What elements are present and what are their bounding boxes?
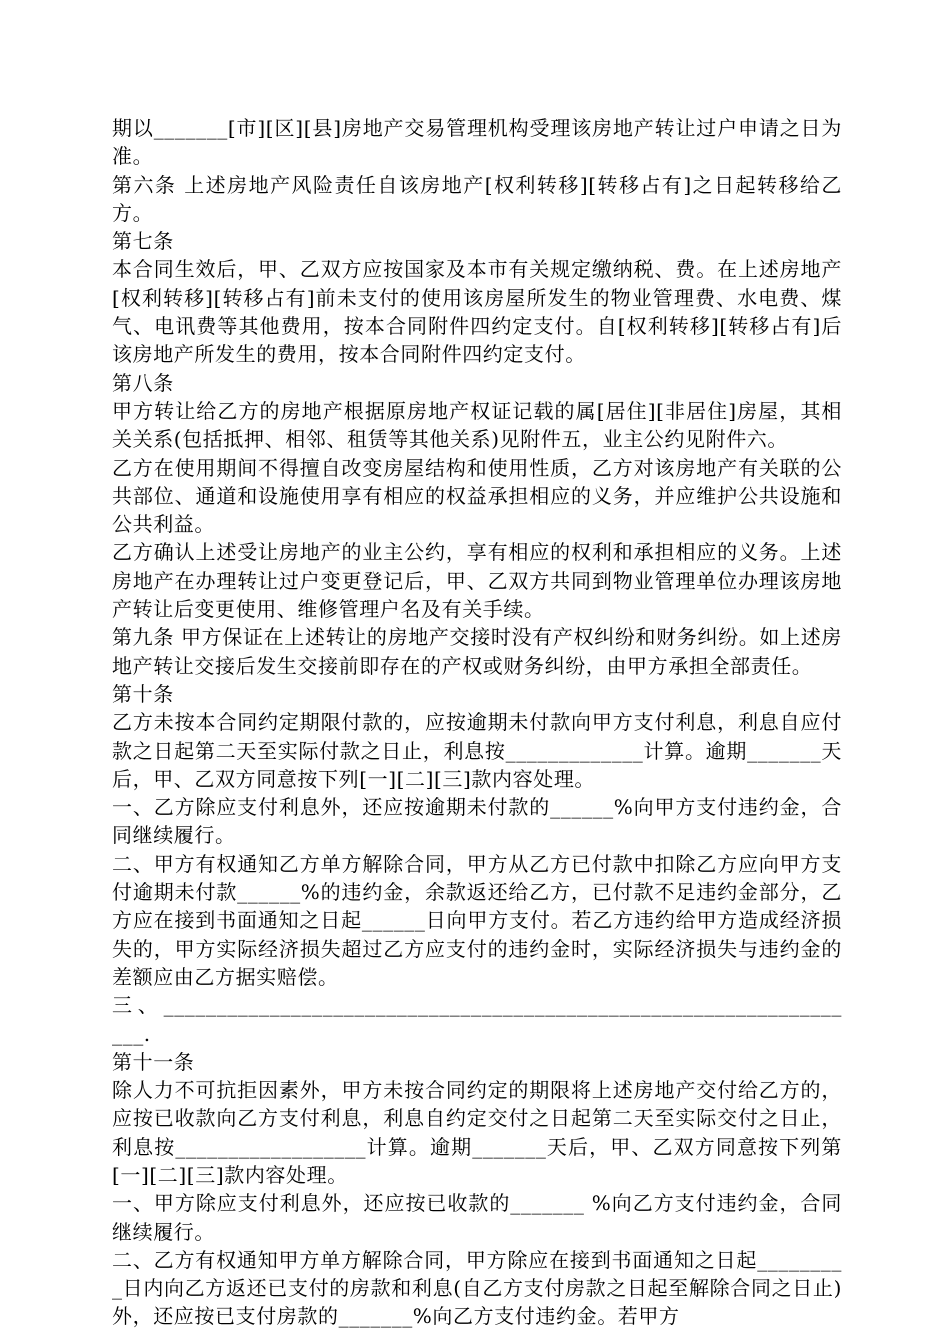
paragraph-article-7-body: 本合同生效后，甲、乙双方应按国家及本市有关规定缴纳税、费。在上述房地产[权利转移][转移占有]前未支付的使用该房屋所发生的物业管理费、水电费、煤气、电讯费等其他费用，按本合同附件四约定支付。自[权利转移][转移占有]后该房地产所发生的费用，按本合同附件四约定支付。 (112, 257, 842, 367)
paragraph-transfer-date: 期以_______[市][区][县]房地产交易管理机构受理该房地产转让过户申请之日为准。 (112, 116, 842, 169)
heading-article-11: 第十一条 (112, 1049, 195, 1074)
paragraph-article-11-clause-1: 一、甲方除应支付利息外，还应按已收款的_______ %向乙方支付违约金，合同继续履行。 (112, 1191, 842, 1244)
heading-article-8: 第八条 (112, 370, 174, 395)
paragraph-article-10-clause-2: 二、甲方有权通知乙方单方解除合同，甲方从乙方已付款中扣除乙方应向甲方支付逾期未付款______%的违约金，余款返还给乙方，已付款不足违约金部分，乙方应在接到书面通知之日起______日向甲方支付。若乙方违约给甲方造成经济损失的，甲方实际经济损失超过乙方应支付的违约金时，实际经济损失与违约金的差额应由乙方据实赔偿。 (112, 851, 842, 989)
paragraph-article-6: 第六条 上述房地产风险责任自该房地产[权利转移][转移占有]之日起转移给乙方。 (112, 172, 842, 225)
paragraph-article-10-body: 乙方未按本合同约定期限付款的，应按逾期未付款向甲方支付利息，利息自应付款之日起第二天至实际付款之日止，利息按_____________计算。逾期_______天后，甲、乙双方同意按下列[一][二][三]款内容处理。 (112, 710, 842, 791)
paragraph-article-8-usage: 乙方在使用期间不得擅自改变房屋结构和使用性质，乙方对该房地产有关联的公共部位、通道和设施使用享有相应的权益承担相应的义务，并应维护公共设施和公共利益。 (112, 455, 842, 537)
paragraph-article-11-body: 除人力不可抗拒因素外，甲方未按合同约定的期限将上述房地产交付给乙方的，应按已收款向乙方支付利息，利息自约定交付之日起第二天至实际交付之日止，利息按__________________计算。逾期_______天后，甲、乙双方同意按下列第[一][二][三]款内容处理。 (112, 1078, 842, 1187)
paragraph-article-10-clause-3: 三、___________________________________________________________________. (112, 993, 842, 1046)
heading-article-10: 第十条 (112, 681, 174, 706)
paragraph-article-10-clause-1: 一、乙方除应支付利息外，还应按逾期未付款的______%向甲方支付违约金，合同继续履行。 (112, 795, 842, 848)
paragraph-article-8-owners-covenant: 乙方确认上述受让房地产的业主公约，享有相应的权利和承担相应的义务。上述房地产在办理转让过户变更登记后，甲、乙双方共同到物业管理单位办理该房地产转让后变更使用、维修管理户名及有关手续。 (112, 540, 842, 622)
heading-article-7: 第七条 (112, 229, 174, 254)
paragraph-article-8-property: 甲方转让给乙方的房地产根据原房地产权证记载的属[居住][非居住]房屋，其相关关系(包括抵押、相邻、租赁等其他关系)见附件五，业主公约见附件六。 (112, 398, 842, 452)
contract-body (112, 114, 842, 1331)
paragraph-article-11-clause-2: 二、乙方有权通知甲方单方解除合同，甲方除应在接到书面通知之日起_________日内向乙方返还已支付的房款和利息(自乙方支付房款之日起至解除合同之日止)外，还应按已支付房款的_______%向乙方支付违约金。若甲方 (112, 1247, 842, 1329)
paragraph-article-9: 第九条 甲方保证在上述转让的房地产交接时没有产权纠纷和财务纠纷。如上述房地产转让交接后发生交接前即存在的产权或财务纠纷，由甲方承担全部责任。 (112, 625, 842, 678)
